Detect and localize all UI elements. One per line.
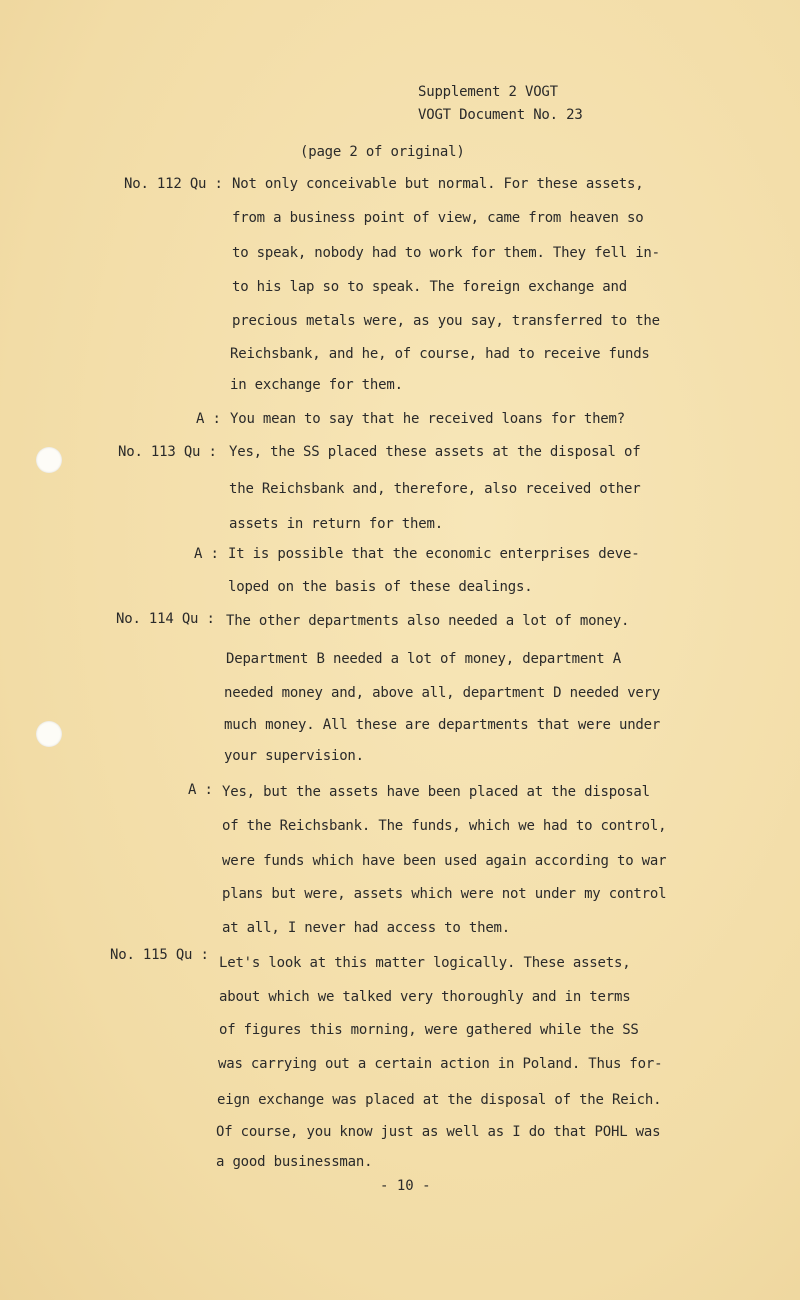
text-line: eign exchange was placed at the disposal of the Reich.	[217, 1092, 662, 1108]
text-line: was carrying out a certain action in Poland. Thus for-	[218, 1056, 663, 1072]
speaker-label: No. 113 Qu :	[118, 444, 217, 460]
text-line: assets in return for them.	[229, 516, 443, 532]
text-line: your supervision.	[224, 748, 364, 764]
speaker-label: No. 115 Qu :	[110, 947, 209, 963]
text-line: a good businessman.	[216, 1154, 373, 1170]
text-line: much money. All these are departments that were under	[224, 717, 661, 733]
text-line: The other departments also needed a lot of money.	[226, 613, 630, 629]
punch-hole	[36, 721, 62, 747]
speaker-label: A :	[188, 782, 213, 798]
text-line: Of course, you know just as well as I do that POHL was	[216, 1124, 661, 1140]
text-line: from a business point of view, came from heaven so	[232, 210, 644, 226]
text-line: Reichsbank, and he, of course, had to receive funds	[230, 346, 650, 362]
text-line: needed money and, above all, department D needed very	[224, 685, 661, 701]
speaker-label: A :	[194, 546, 219, 562]
supplement-label: Supplement 2 VOGT	[418, 84, 558, 100]
text-line: at all, I never had access to them.	[222, 920, 511, 936]
text-line: You mean to say that he received loans for them?	[230, 411, 625, 427]
text-line: plans but were, assets which were not under my control	[222, 886, 667, 902]
text-line: Yes, the SS placed these assets at the disposal of	[229, 444, 641, 460]
page-number: - 10 -	[380, 1178, 431, 1194]
text-line: to speak, nobody had to work for them. They fell in-	[232, 245, 660, 261]
text-line: Yes, but the assets have been placed at the disposal	[222, 784, 650, 800]
text-line: Department B needed a lot of money, department A	[226, 651, 621, 667]
text-line: Not only conceivable but normal. For these assets,	[232, 176, 644, 192]
text-line: in exchange for them.	[230, 377, 403, 393]
speaker-label: A :	[196, 411, 221, 427]
document-number: VOGT Document No. 23	[418, 107, 583, 123]
text-line: of the Reichsbank. The funds, which we had to control,	[222, 818, 667, 834]
text-line: It is possible that the economic enterprises deve-	[228, 546, 640, 562]
text-line: about which we talked very thoroughly and in terms	[219, 989, 631, 1005]
speaker-label: No. 112 Qu :	[124, 176, 223, 192]
text-line: were funds which have been used again according to war	[222, 853, 667, 869]
text-line: precious metals were, as you say, transferred to the	[232, 313, 660, 329]
speaker-label: No. 114 Qu :	[116, 611, 215, 627]
text-line: loped on the basis of these dealings.	[228, 579, 533, 595]
text-line: Let's look at this matter logically. These assets,	[219, 955, 631, 971]
punch-hole	[36, 447, 62, 473]
text-line: of figures this morning, were gathered while the SS	[219, 1022, 639, 1038]
text-line: to his lap so to speak. The foreign exchange and	[232, 279, 627, 295]
page-subtitle: (page 2 of original)	[300, 144, 465, 160]
text-line: the Reichsbank and, therefore, also received other	[229, 481, 641, 497]
